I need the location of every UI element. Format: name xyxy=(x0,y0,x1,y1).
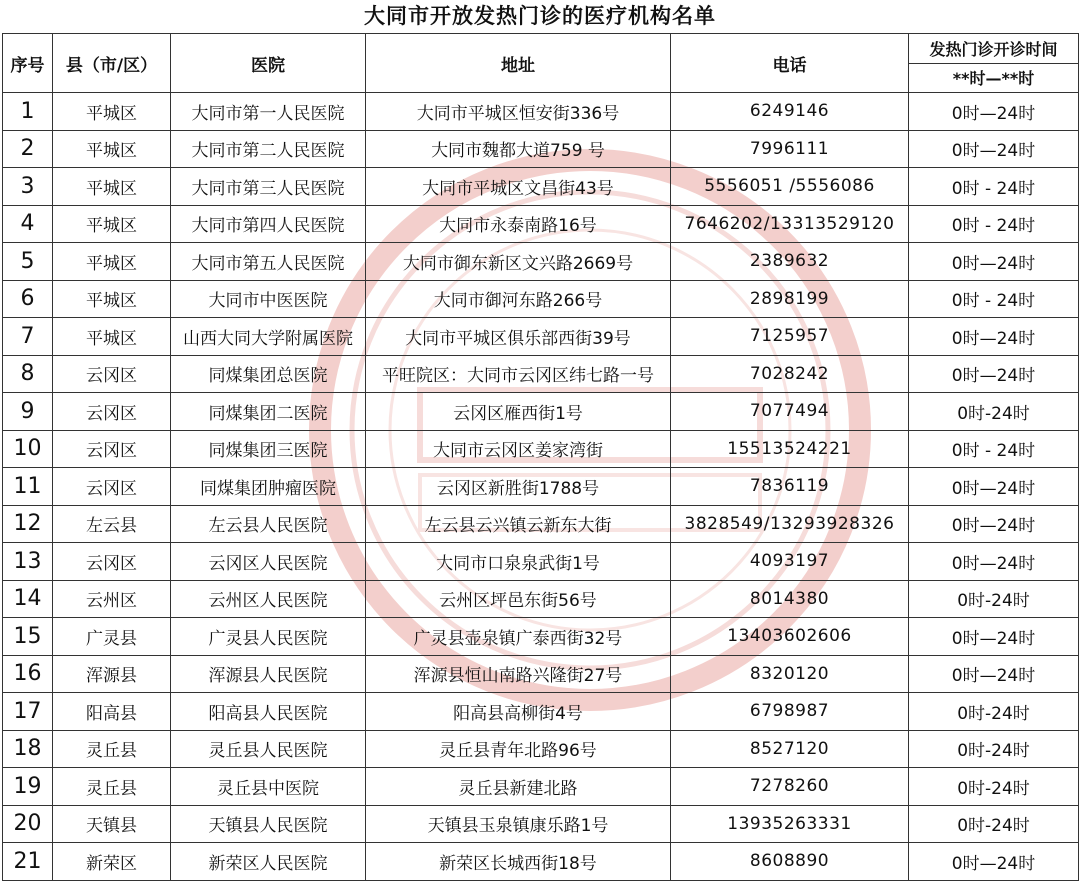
hospital-cell: 山西大同大学附属医院 xyxy=(171,318,366,356)
row-number: 20 xyxy=(3,805,53,843)
hospital-cell: 大同市第二人民医院 xyxy=(171,130,366,168)
table-row xyxy=(3,393,1079,431)
table-row xyxy=(3,543,1079,581)
table-row xyxy=(3,280,1079,318)
hospital-cell: 大同市第一人民医院 xyxy=(171,93,366,131)
row-number: 17 xyxy=(3,693,53,731)
hospital-cell: 灵丘县中医院 xyxy=(171,768,366,806)
phone-cell: 7077494 xyxy=(671,393,909,431)
county-cell: 平城区 xyxy=(53,280,171,318)
hours-cell: 0时 - 24时 xyxy=(909,430,1079,468)
address-cell: 云冈区雁西街1号 xyxy=(366,393,671,431)
county-cell: 云冈区 xyxy=(53,468,171,506)
phone-cell: 6249146 xyxy=(671,93,909,131)
county-cell: 云冈区 xyxy=(53,355,171,393)
table-row xyxy=(3,205,1079,243)
hours-cell: 0时—24时 xyxy=(909,505,1079,543)
phone-cell: 7278260 xyxy=(671,768,909,806)
hospital-cell: 大同市中医医院 xyxy=(171,280,366,318)
hours-cell: 0时—24时 xyxy=(909,355,1079,393)
hours-cell: 0时-24时 xyxy=(909,768,1079,806)
hours-cell: 0时-24时 xyxy=(909,393,1079,431)
phone-cell: 8014380 xyxy=(671,580,909,618)
row-number: 2 xyxy=(3,130,53,168)
table-row xyxy=(3,843,1079,881)
row-number: 11 xyxy=(3,468,53,506)
hospital-cell: 大同市第三人民医院 xyxy=(171,168,366,206)
header-phone: 电话 xyxy=(671,34,909,93)
phone-cell: 8608890 xyxy=(671,843,909,881)
address-cell: 大同市口泉泉武街1号 xyxy=(366,543,671,581)
header-county: 县（市/区） xyxy=(53,34,171,93)
hospital-cell: 天镇县人民医院 xyxy=(171,805,366,843)
hospital-cell: 大同市第四人民医院 xyxy=(171,205,366,243)
row-number: 13 xyxy=(3,543,53,581)
table-row xyxy=(3,768,1079,806)
address-cell: 灵丘县青年北路96号 xyxy=(366,730,671,768)
header-hospital: 医院 xyxy=(171,34,366,93)
phone-cell: 6798987 xyxy=(671,693,909,731)
county-cell: 浑源县 xyxy=(53,655,171,693)
address-cell: 天镇县玉泉镇康乐路1号 xyxy=(366,805,671,843)
hours-cell: 0时—24时 xyxy=(909,243,1079,281)
hours-cell: 0时-24时 xyxy=(909,730,1079,768)
row-number: 9 xyxy=(3,393,53,431)
county-cell: 灵丘县 xyxy=(53,768,171,806)
county-cell: 广灵县 xyxy=(53,618,171,656)
county-cell: 云冈区 xyxy=(53,393,171,431)
phone-cell: 4093197 xyxy=(671,543,909,581)
row-number: 15 xyxy=(3,618,53,656)
row-number: 14 xyxy=(3,580,53,618)
hours-cell: 0时—24时 xyxy=(909,543,1079,581)
row-number: 21 xyxy=(3,843,53,881)
county-cell: 左云县 xyxy=(53,505,171,543)
table-row xyxy=(3,468,1079,506)
page-title: 大同市开放发热门诊的医疗机构名单 xyxy=(364,3,716,28)
phone-cell: 5556051 /5556086 xyxy=(671,168,909,206)
phone-cell: 7836119 xyxy=(671,468,909,506)
hours-cell: 0时—24时 xyxy=(909,318,1079,356)
address-cell: 阳高县高柳街4号 xyxy=(366,693,671,731)
address-cell: 大同市平城区恒安街336号 xyxy=(366,93,671,131)
table-row xyxy=(3,730,1079,768)
address-cell: 大同市平城区俱乐部西街39号 xyxy=(366,318,671,356)
hours-cell: 0时-24时 xyxy=(909,580,1079,618)
address-cell: 大同市御河东路266号 xyxy=(366,280,671,318)
phone-cell: 13403602606 xyxy=(671,618,909,656)
hours-cell: 0时—24时 xyxy=(909,468,1079,506)
table-row xyxy=(3,580,1079,618)
address-cell: 大同市云冈区姜家湾街 xyxy=(366,430,671,468)
table-row xyxy=(3,243,1079,281)
county-cell: 天镇县 xyxy=(53,805,171,843)
header-hours: 发热门诊开诊时间 xyxy=(909,34,1079,64)
row-number: 3 xyxy=(3,168,53,206)
county-cell: 云冈区 xyxy=(53,543,171,581)
address-cell: 云冈区新胜街1788号 xyxy=(366,468,671,506)
row-number: 6 xyxy=(3,280,53,318)
address-cell: 平旺院区：大同市云冈区纬七路一号 xyxy=(366,355,671,393)
header-no: 序号 xyxy=(3,34,53,93)
hospital-cell: 灵丘县人民医院 xyxy=(171,730,366,768)
hours-cell: 0时 - 24时 xyxy=(909,205,1079,243)
row-number: 5 xyxy=(3,243,53,281)
address-cell: 大同市御东新区文兴路2669号 xyxy=(366,243,671,281)
row-number: 4 xyxy=(3,205,53,243)
address-cell: 大同市魏都大道759 号 xyxy=(366,130,671,168)
phone-cell: 3828549/13293928326 xyxy=(671,505,909,543)
header-address: 地址 xyxy=(366,34,671,93)
county-cell: 阳高县 xyxy=(53,693,171,731)
county-cell: 灵丘县 xyxy=(53,730,171,768)
county-cell: 平城区 xyxy=(53,205,171,243)
hours-cell: 0时—24时 xyxy=(909,843,1079,881)
county-cell: 新荣区 xyxy=(53,843,171,881)
table-row xyxy=(3,430,1079,468)
county-cell: 平城区 xyxy=(53,243,171,281)
address-cell: 灵丘县新建北路 xyxy=(366,768,671,806)
phone-cell: 15513524221 xyxy=(671,430,909,468)
table-row xyxy=(3,318,1079,356)
row-number: 8 xyxy=(3,355,53,393)
hospital-cell: 云冈区人民医院 xyxy=(171,543,366,581)
hospital-cell: 大同市第五人民医院 xyxy=(171,243,366,281)
address-cell: 左云县云兴镇云新东大街 xyxy=(366,505,671,543)
table-row xyxy=(3,505,1079,543)
hours-cell: 0时-24时 xyxy=(909,805,1079,843)
county-cell: 平城区 xyxy=(53,318,171,356)
row-number: 18 xyxy=(3,730,53,768)
hospital-cell: 同煤集团总医院 xyxy=(171,355,366,393)
hours-cell: 0时—24时 xyxy=(909,93,1079,131)
table-row xyxy=(3,693,1079,731)
phone-cell: 7028242 xyxy=(671,355,909,393)
row-number: 19 xyxy=(3,768,53,806)
phone-cell: 7996111 xyxy=(671,130,909,168)
phone-cell: 13935263331 xyxy=(671,805,909,843)
hours-cell: 0时 - 24时 xyxy=(909,168,1079,206)
county-cell: 平城区 xyxy=(53,93,171,131)
county-cell: 云冈区 xyxy=(53,430,171,468)
table-row xyxy=(3,805,1079,843)
address-cell: 浑源县恒山南路兴隆街27号 xyxy=(366,655,671,693)
hospital-cell: 同煤集团二医院 xyxy=(171,393,366,431)
phone-cell: 2898199 xyxy=(671,280,909,318)
hospital-cell: 浑源县人民医院 xyxy=(171,655,366,693)
hospital-table xyxy=(2,33,1079,881)
hospital-cell: 阳高县人民医院 xyxy=(171,693,366,731)
county-cell: 平城区 xyxy=(53,130,171,168)
hospital-cell: 广灵县人民医院 xyxy=(171,618,366,656)
hours-cell: 0时—24时 xyxy=(909,618,1079,656)
hours-cell: 0时 - 24时 xyxy=(909,280,1079,318)
hospital-cell: 新荣区人民医院 xyxy=(171,843,366,881)
table-row xyxy=(3,130,1079,168)
row-number: 12 xyxy=(3,505,53,543)
row-number: 16 xyxy=(3,655,53,693)
phone-cell: 2389632 xyxy=(671,243,909,281)
hospital-cell: 同煤集团肿瘤医院 xyxy=(171,468,366,506)
address-cell: 新荣区长城西街18号 xyxy=(366,843,671,881)
row-number: 10 xyxy=(3,430,53,468)
phone-cell: 7646202/13313529120 xyxy=(671,205,909,243)
address-cell: 云州区坪邑东街56号 xyxy=(366,580,671,618)
hours-cell: 0时—24时 xyxy=(909,130,1079,168)
table-row xyxy=(3,655,1079,693)
hospital-cell: 同煤集团三医院 xyxy=(171,430,366,468)
phone-cell: 7125957 xyxy=(671,318,909,356)
county-cell: 云州区 xyxy=(53,580,171,618)
phone-cell: 8320120 xyxy=(671,655,909,693)
table-row xyxy=(3,93,1079,131)
table-body xyxy=(3,93,1079,881)
hospital-cell: 左云县人民医院 xyxy=(171,505,366,543)
table-row xyxy=(3,168,1079,206)
row-number: 7 xyxy=(3,318,53,356)
hours-cell: 0时—24时 xyxy=(909,655,1079,693)
table-row xyxy=(3,618,1079,656)
table-row xyxy=(3,355,1079,393)
row-number: 1 xyxy=(3,93,53,131)
hours-cell: 0时-24时 xyxy=(909,693,1079,731)
address-cell: 广灵县壶泉镇广泰西街32号 xyxy=(366,618,671,656)
header-hours-format: **时—**时 xyxy=(909,63,1079,93)
hospital-cell: 云州区人民医院 xyxy=(171,580,366,618)
county-cell: 平城区 xyxy=(53,168,171,206)
address-cell: 大同市永泰南路16号 xyxy=(366,205,671,243)
phone-cell: 8527120 xyxy=(671,730,909,768)
address-cell: 大同市平城区文昌街43号 xyxy=(366,168,671,206)
